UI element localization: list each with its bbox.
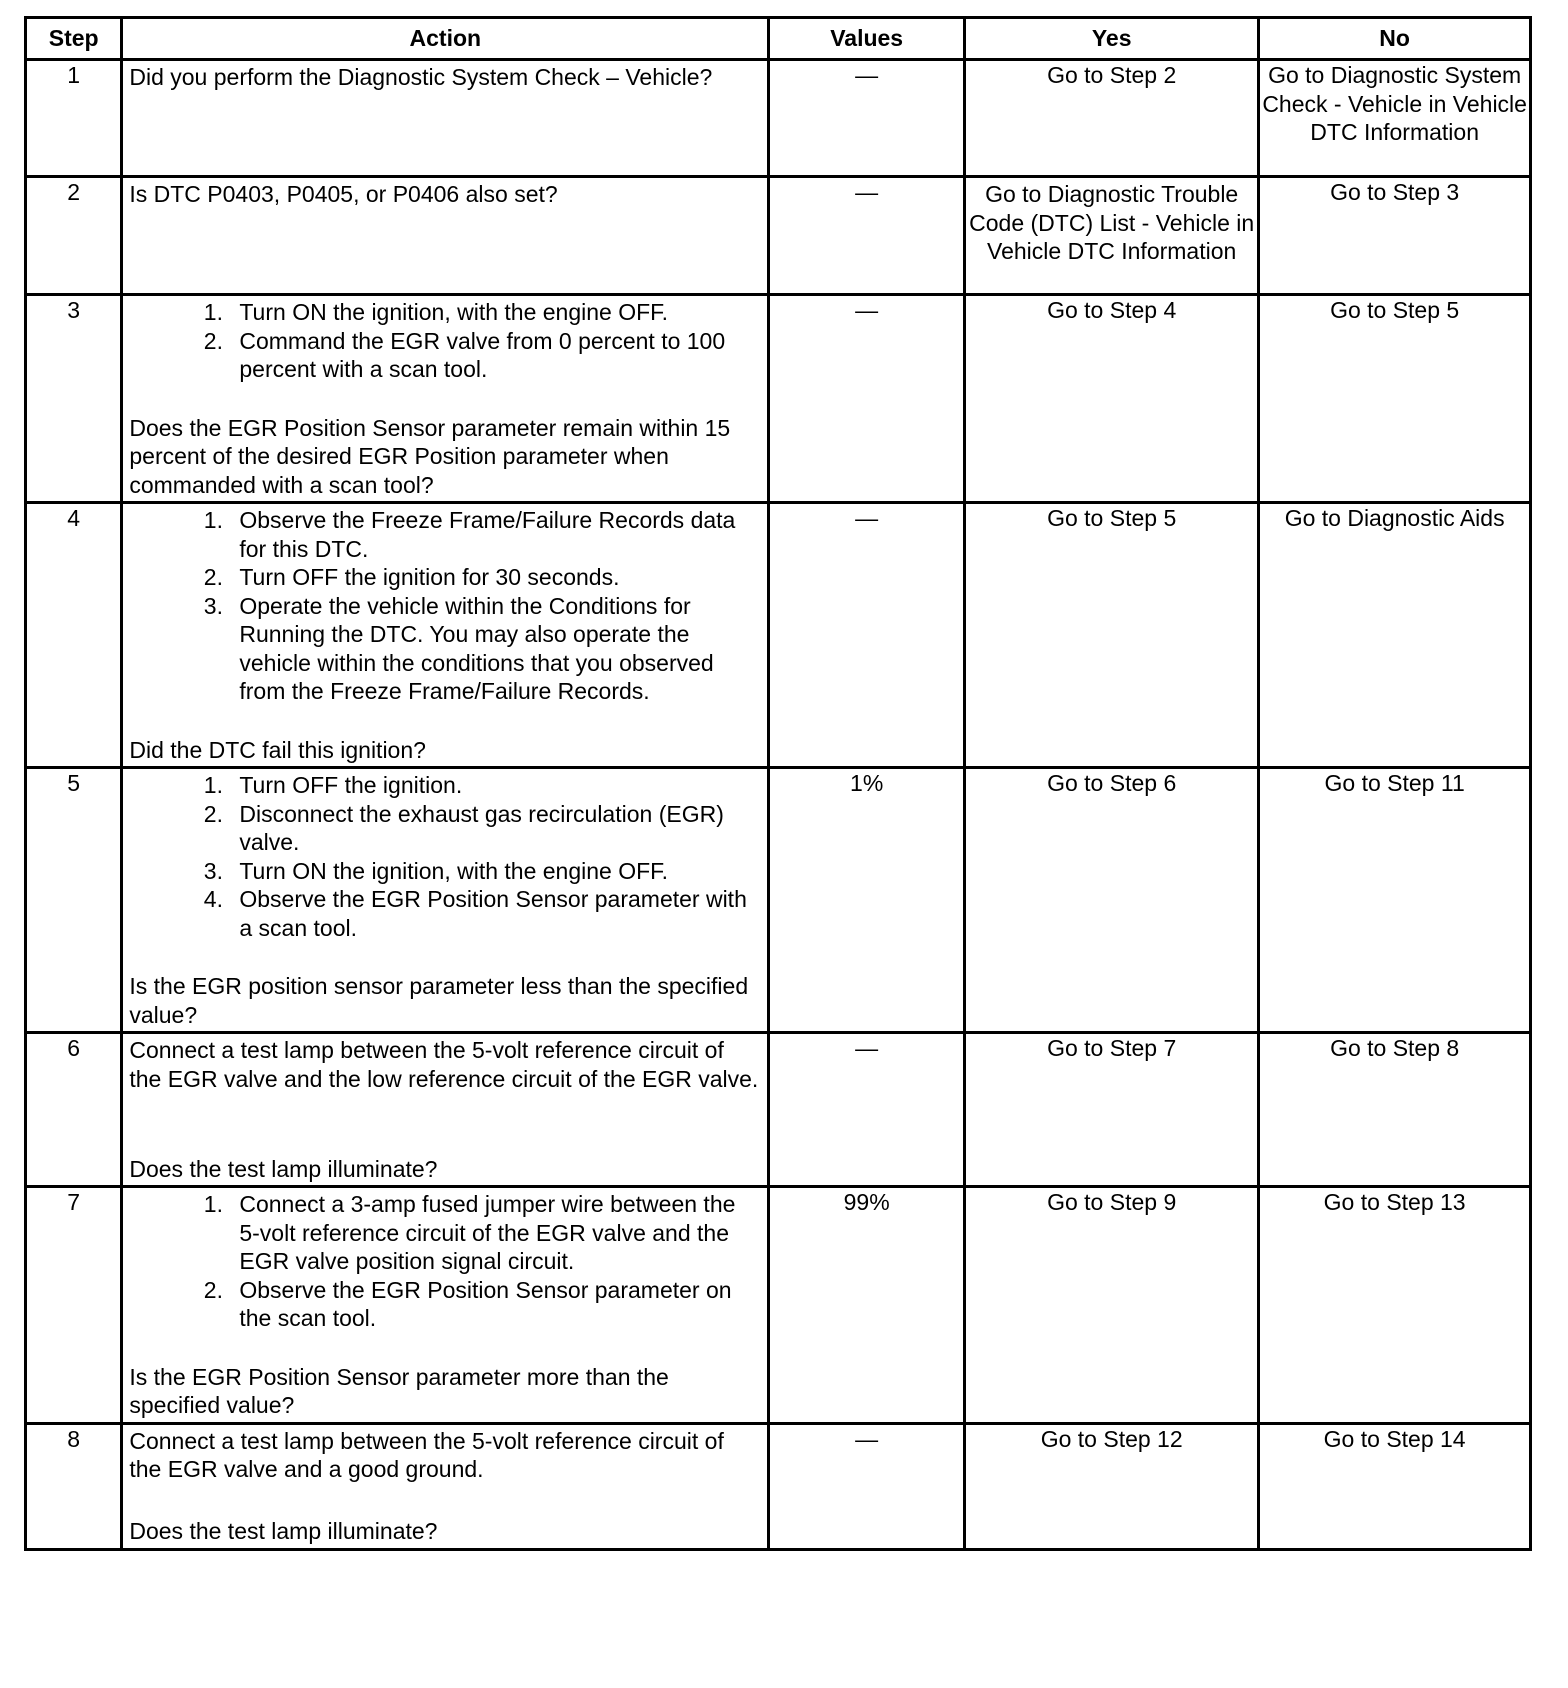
step-number: 8 (26, 1423, 122, 1549)
action-steps-list (129, 298, 759, 384)
action-top (129, 771, 759, 942)
step-number: 1 (26, 60, 122, 177)
action-step-item: 3. Turn ON the ignition, with the engine OFF. (229, 857, 759, 886)
action-steps-list (129, 771, 759, 942)
values-cell: 99% (769, 1187, 965, 1424)
step-number: 7 (26, 1187, 122, 1424)
no-result: Go to Step 11 (1259, 768, 1531, 1033)
action-steps-list (129, 1190, 759, 1333)
action-top (129, 180, 759, 209)
yes-result: Go to Step 2 (965, 60, 1259, 177)
action-top (129, 1190, 759, 1333)
header-row (26, 18, 1531, 60)
table-row (26, 1033, 1531, 1187)
action-spacer (129, 1093, 759, 1155)
table-row (26, 768, 1531, 1033)
action-question: Does the test lamp illuminate? (129, 1518, 438, 1544)
values-cell: — (769, 60, 965, 177)
header-yes: Yes (965, 18, 1259, 60)
step-number: 4 (26, 503, 122, 768)
action-step-item: 1. Turn ON the ignition, with the engine OFF. (229, 298, 759, 327)
table-row (26, 503, 1531, 768)
action-step-item: 4. Observe the EGR Position Sensor parameter with a scan tool. (229, 885, 759, 942)
action-content (123, 769, 767, 1031)
table-row (26, 1423, 1531, 1549)
no-result: Go to Step 8 (1259, 1033, 1531, 1187)
step-number: 3 (26, 295, 122, 503)
action-content (123, 1425, 767, 1548)
yes-result: Go to Step 4 (965, 295, 1259, 503)
action-step-item: 2. Turn OFF the ignition for 30 seconds. (229, 563, 759, 592)
action-top (129, 63, 759, 92)
values-cell: — (769, 295, 965, 503)
action-question: Is the EGR Position Sensor parameter more than the specified value? (129, 1363, 669, 1418)
action-question: Does the test lamp illuminate? (129, 1155, 438, 1182)
yes-result: Go to Step 6 (965, 768, 1259, 1033)
action-content (123, 296, 767, 501)
action-cell (122, 295, 769, 503)
action-cell (122, 177, 769, 295)
action-intro: Did you perform the Diagnostic System Check – Vehicle? (129, 64, 713, 90)
header-values: Values (769, 18, 965, 60)
action-step-item: 1. Turn OFF the ignition. (229, 771, 759, 800)
diagnostic-table (24, 16, 1532, 1551)
yes-result: Go to Step 9 (965, 1187, 1259, 1424)
action-spacer (129, 1484, 759, 1518)
action-steps-list (129, 506, 759, 706)
action-spacer (129, 942, 759, 972)
action-step-item: 2. Disconnect the exhaust gas recirculation (EGR) valve. (229, 800, 759, 857)
action-cell (122, 1187, 769, 1424)
action-question: Did the DTC fail this ignition? (129, 736, 426, 763)
no-result: Go to Step 13 (1259, 1187, 1531, 1424)
action-spacer (129, 384, 759, 414)
action-intro: Connect a test lamp between the 5-volt reference circuit of the EGR valve and the low reference circuit of the EGR valve. (129, 1037, 759, 1092)
header-step: Step (26, 18, 122, 60)
no-result: Go to Step 5 (1259, 295, 1531, 503)
action-top (129, 1427, 759, 1484)
yes-result: Go to Step 12 (965, 1423, 1259, 1549)
action-spacer (129, 706, 759, 736)
action-intro: Is DTC P0403, P0405, or P0406 also set? (129, 181, 558, 207)
action-content (123, 1034, 767, 1185)
table-row (26, 177, 1531, 295)
no-result: Go to Diagnostic Aids (1259, 503, 1531, 768)
yes-result: Go to Step 5 (965, 503, 1259, 768)
values-cell: — (769, 503, 965, 768)
action-step-item: 2. Command the EGR valve from 0 percent to 100 percent with a scan tool. (229, 327, 759, 384)
action-content (123, 178, 767, 293)
yes-result: Go to Diagnostic Trouble Code (DTC) List - Vehicle in Vehicle DTC Information (965, 177, 1259, 295)
action-cell (122, 1033, 769, 1187)
action-step-item: 2. Observe the EGR Position Sensor parameter on the scan tool. (229, 1276, 759, 1333)
table-row (26, 295, 1531, 503)
action-content (123, 61, 767, 175)
action-question: Is the EGR position sensor parameter less than the specified value? (129, 973, 749, 1028)
table-row (26, 60, 1531, 177)
action-top (129, 298, 759, 384)
no-result: Go to Step 3 (1259, 177, 1531, 295)
values-cell: 1% (769, 768, 965, 1033)
step-number: 6 (26, 1033, 122, 1187)
action-cell (122, 768, 769, 1033)
table-row (26, 1187, 1531, 1424)
table-body (26, 60, 1531, 1550)
values-cell: — (769, 1423, 965, 1549)
no-result: Go to Diagnostic System Check - Vehicle in Vehicle DTC Information (1259, 60, 1531, 177)
action-step-item: 1. Connect a 3-amp fused jumper wire between the 5-volt reference circuit of the EGR valve and the EGR valve position signal circuit. (229, 1190, 759, 1276)
action-step-item: 3. Operate the vehicle within the Conditions for Running the DTC. You may also operate the vehicle within the conditions that you observed from the Freeze Frame/Failure Records. (229, 592, 759, 706)
header-action: Action (122, 18, 769, 60)
action-top (129, 506, 759, 706)
values-cell: — (769, 177, 965, 295)
action-content (123, 504, 767, 766)
no-result: Go to Step 14 (1259, 1423, 1531, 1549)
yes-result: Go to Step 7 (965, 1033, 1259, 1187)
action-content (123, 1188, 767, 1422)
action-cell (122, 503, 769, 768)
values-cell: — (769, 1033, 965, 1187)
action-step-item: 1. Observe the Freeze Frame/Failure Records data for this DTC. (229, 506, 759, 563)
action-question: Does the EGR Position Sensor parameter remain within 15 percent of the desired EGR Position parameter when commanded with a scan tool? (129, 414, 731, 498)
action-intro: Connect a test lamp between the 5-volt reference circuit of the EGR valve and a good ground. (129, 1427, 724, 1482)
action-top (129, 1036, 759, 1093)
action-spacer (129, 1333, 759, 1363)
action-cell (122, 1423, 769, 1549)
action-cell (122, 60, 769, 177)
step-number: 5 (26, 768, 122, 1033)
header-no: No (1259, 18, 1531, 60)
step-number: 2 (26, 177, 122, 295)
